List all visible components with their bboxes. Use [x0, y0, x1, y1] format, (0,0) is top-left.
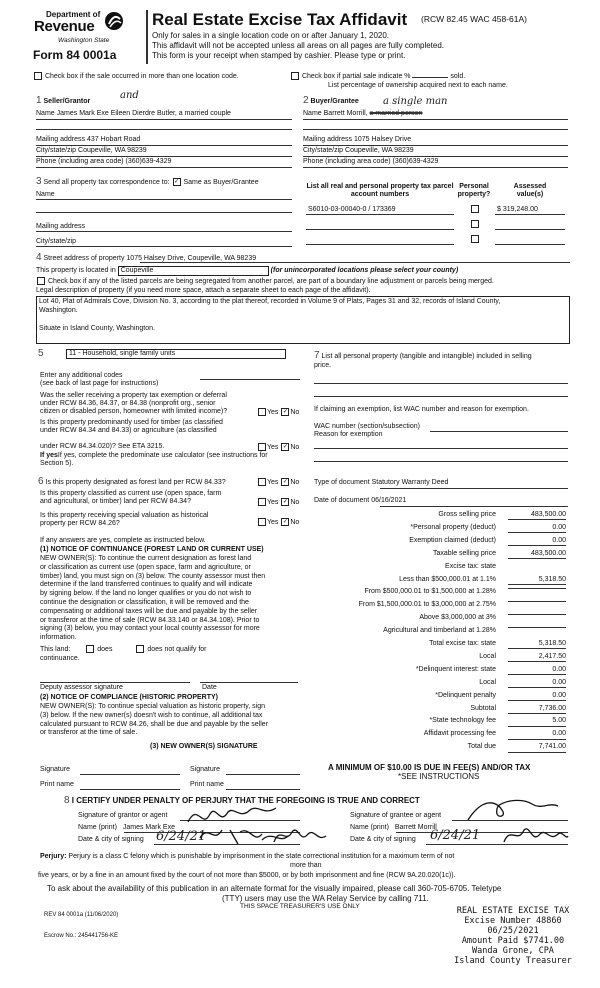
addl-codes-input[interactable]: [200, 379, 300, 380]
tax-row-value[interactable]: [508, 627, 566, 628]
q-historic-yes-checkbox[interactable]: [258, 518, 266, 526]
yes-label: Yes: [267, 498, 279, 506]
personal-property-checkbox-2[interactable]: [471, 220, 479, 228]
assessed-line-3: [495, 244, 565, 245]
partial-sale-label: Check box if partial sale indicate %: [301, 72, 411, 80]
list-pct-note: List percentage of ownership acquired next to each name.: [328, 82, 508, 89]
seller-label: Seller/Grantor: [43, 98, 91, 105]
seller-handwritten-and: and: [120, 90, 139, 101]
section-2-number: 2: [303, 95, 309, 106]
tax-row-label: Above $3,000,000 at 3%: [419, 614, 496, 622]
tax-row-label: Total due: [467, 743, 496, 751]
buyer-mailing-line: [303, 145, 568, 146]
parcel-line-1: [306, 214, 454, 215]
q-current-use-no-checkbox[interactable]: ✓: [282, 499, 288, 505]
buyer-city-row: [303, 147, 414, 155]
header-note-3: This form is your receipt when stamped by cashier. Please type or print.: [152, 51, 406, 60]
section-1-number: 1: [36, 95, 42, 106]
doc-type-label: Type of document: [314, 479, 370, 486]
located-row: [36, 266, 458, 276]
tax-mailing-line: [36, 231, 292, 232]
sold-label: sold.: [450, 72, 466, 80]
buyer-name-line: [303, 119, 568, 120]
notice2-body: [40, 703, 268, 738]
q-timber-yes-checkbox[interactable]: [258, 443, 266, 451]
tax-row-label: Affidavit processing fee: [423, 730, 496, 738]
does-not-label: does not qualify for: [147, 645, 207, 653]
doc-type-value[interactable]: Statutory Warranty Deed: [371, 479, 449, 486]
grantee-date-value[interactable]: 6/24/21: [430, 828, 481, 843]
form-title: Real Estate Excise Tax Affidavit: [152, 10, 408, 29]
tax-row-value[interactable]: 0.00: [508, 666, 566, 675]
parcel-line-3: [306, 244, 454, 245]
buyer-heading: [303, 95, 359, 107]
no-label: No: [290, 518, 300, 526]
notice2-line: (3) below. If the new owner(s) doesn't wish to continue, all additional tax: [40, 711, 263, 719]
tax-row-label: Gross selling price: [438, 511, 496, 518]
q-forest-no-checkbox[interactable]: ✓: [282, 479, 288, 485]
notice1-line: or classification as current use (open space, farm and agriculture, or: [40, 563, 251, 571]
tax-row-value[interactable]: 0.00: [508, 692, 566, 701]
legal-line-2: Washington.: [39, 307, 78, 314]
personal-property-checkbox-3[interactable]: [471, 235, 479, 243]
q-exemption-2: under RCW 84.36, 84.37, or 84.38 (nonprofit org., senior: [40, 400, 216, 407]
seller-mailing-value[interactable]: 437 Hobart Road: [86, 136, 141, 143]
grantor-date-label: Date & city of signing: [78, 836, 144, 843]
perjury-line-2: more than: [290, 862, 322, 869]
tax-row-value[interactable]: 483,500.00: [508, 550, 566, 559]
stamp-line-6: Island County Treasurer: [454, 956, 572, 966]
located-label: This property is located in: [36, 267, 116, 274]
personal-property-label-2: price.: [314, 362, 332, 369]
notice2-line: calculated pursuant to RCW 84.26, shall be due and payable by the seller: [40, 720, 269, 728]
personal-col-header: Personal property?: [457, 183, 491, 199]
land-use-select[interactable]: 11 - Household, single family units: [66, 349, 286, 359]
q-exemption-1: Was the seller receiving a property tax exemption or deferral: [40, 392, 227, 399]
q-timber-1: Is this property predominantly used for timber (as classified: [40, 419, 223, 426]
notice1-line: compensating or additional taxes will be due and payable by the seller: [40, 607, 258, 615]
tax-row-value[interactable]: 0.00: [508, 537, 566, 546]
q-exemption-yes-checkbox[interactable]: [258, 408, 266, 416]
escrow-number: Escrow No.: 245441756-KE: [44, 933, 119, 939]
treasurer-stamp: [448, 906, 578, 966]
buyer-phone-label: Phone (including area code): [303, 158, 391, 165]
yes-label: Yes: [267, 443, 279, 451]
owner-signature-line-1[interactable]: [80, 774, 180, 775]
tax-row-value[interactable]: 5,318.50: [508, 640, 566, 649]
dept-line2: Revenue: [34, 18, 95, 35]
q-current-use-2: and agricultural, or timber) land per RCW 84.34?: [40, 498, 191, 505]
buyer-name-label: Name: [303, 110, 322, 117]
assessed-line-1: [495, 214, 565, 215]
buyer-mailing-value[interactable]: 1075 Halsey Drive: [353, 136, 412, 143]
deputy-date-line[interactable]: [200, 682, 298, 683]
notice1-line: signing (3) below, you may contact your local county assessor for more: [40, 625, 260, 633]
addl-codes-label-2: (see back of last page for instructions): [40, 380, 159, 387]
seller-phone-line: [36, 167, 292, 168]
buyer-phone-value[interactable]: (360)639-4329: [392, 158, 439, 165]
seller-city-line: [36, 156, 292, 157]
tax-row-value[interactable]: [508, 601, 566, 602]
q-timber-no-checkbox[interactable]: ✓: [282, 444, 288, 450]
partial-sale-checkbox[interactable]: [291, 72, 299, 80]
tax-row-label: Agricultural and timberland at 1.28%: [383, 627, 496, 635]
doc-type-row: [314, 479, 448, 487]
seller-heading: [36, 95, 90, 107]
assessed-col-header: Assessed value(s): [513, 183, 547, 199]
tax-row-label: Subtotal: [470, 704, 496, 712]
seller-phone-label: Phone (including area code): [36, 158, 124, 165]
tax-row-value[interactable]: 7,741.00: [508, 743, 566, 752]
no-label: No: [290, 443, 300, 451]
yes-label: Yes: [267, 518, 279, 526]
notice2-title: (2) NOTICE OF COMPLIANCE (HISTORIC PROPERTY): [40, 694, 218, 701]
q-forest-answer: [257, 478, 299, 487]
seller-city-row: [36, 147, 147, 155]
notice2-line: NEW OWNER(S): To continue special valuation as historic property, sign: [40, 703, 265, 710]
personal-property-line-1[interactable]: [314, 383, 568, 384]
tax-row-value[interactable]: [508, 588, 566, 589]
perjury-line-1: Perjury is a class C felony which is punishable by imprisonment in the state correctional institution for a maximum term of not: [68, 853, 455, 860]
section-5-number: 5: [38, 348, 44, 359]
same-as-buyer-checkbox[interactable]: ✓: [174, 179, 180, 186]
see-instructions: *SEE INSTRUCTIONS: [398, 772, 480, 781]
section-4-number: 4: [36, 252, 42, 263]
street-label: Street address of property: [43, 255, 125, 262]
perjury-line-3: five years, or by a fine in an amount fixed by the court of not more than $5000, or by both imprisonment and fine (RCW 9A.20.020(1c)).: [38, 872, 456, 879]
multi-location-check-row[interactable]: [33, 72, 239, 81]
section-8-number: 8: [64, 795, 70, 806]
owner-print-label-1: Print name: [40, 781, 74, 788]
segregated-row[interactable]: [36, 277, 494, 286]
notice3-title: (3) NEW OWNER(S) SIGNATURE: [150, 743, 258, 750]
segregated-checkbox[interactable]: [37, 277, 45, 285]
treasurer-use-label: THIS SPACE TREASURER'S USE ONLY: [240, 903, 360, 910]
this-land-label: This land:: [40, 645, 71, 653]
q-exemption-3: citizen or disabled person, homeowner with limited income)?: [40, 408, 228, 415]
notice1-body: [40, 555, 265, 643]
availability-line-1: To ask about the availability of this publication in an alternate format for the visually impaired, please call 360-705-6705. Teletype: [47, 884, 502, 893]
deputy-label: Deputy assessor signature: [40, 684, 123, 691]
seller-phone-row: [36, 158, 171, 166]
notice1-line: by signing below. If the land no longer qualifies or you do not wish to: [40, 590, 252, 598]
exemption-label: If claiming an exemption, list WAC number and reason for exemption.: [314, 406, 529, 413]
does-checkbox[interactable]: [86, 645, 94, 653]
location-select[interactable]: Coupeville: [118, 266, 269, 276]
q-current-use-yes-checkbox[interactable]: [258, 498, 266, 506]
grantor-date-value[interactable]: 6/24/21: [156, 829, 207, 844]
stamp-line-2: Excise Number 48860: [464, 916, 562, 926]
q-timber-4: If yesIf yes, complete the predominate use calculator (see instructions for: [40, 452, 268, 459]
yes-label: Yes: [267, 478, 279, 486]
tax-name-label: Name: [36, 191, 55, 198]
buyer-mailing-label: Mailing address: [303, 136, 353, 143]
parcel-col-header: List all real and personal property tax parcel account numbers: [306, 183, 454, 199]
stamp-line-5: Wanda Grone, CPA: [472, 946, 554, 956]
owner-print-line-2[interactable]: [226, 789, 300, 790]
legal-line-1: Lot 40, Plat of Admirals Cove, Division No. 3, according to the plat thereof, recorded in Volume 9 of Plats, Pages 31 and 32, records of Island County,: [39, 298, 501, 305]
doc-date-row: [314, 497, 406, 505]
does-not-checkbox[interactable]: [136, 645, 144, 653]
tax-row-label: From $1,500,000.01 to $3,000,000 at 2.75%: [358, 601, 496, 609]
tax-mailing-label: Mailing address: [36, 223, 86, 230]
q-timber-3: under RCW 84.34.020)? See ETA 3215.: [40, 443, 165, 450]
section-3-row: [36, 176, 259, 188]
wac-input[interactable]: [430, 431, 568, 432]
swirl-logo-icon: [104, 10, 124, 32]
tax-city-label: City/state/zip: [36, 238, 77, 245]
deputy-date-label: Date: [202, 684, 217, 691]
availability-line-2: (TTY) users may use the WA Relay Service by calling 711.: [222, 894, 429, 903]
buyer-phone-line: [303, 167, 568, 168]
stamp-line-1: REAL ESTATE EXCISE TAX: [456, 906, 570, 916]
tax-name-line-2: [36, 212, 292, 213]
section-3-text: Send all property tax correspondence to:: [43, 179, 170, 186]
seller-extra-line: [36, 129, 292, 130]
perjury-row: [40, 853, 454, 861]
section-3-number: 3: [36, 176, 42, 187]
tax-row-label: Exemption claimed (deduct): [409, 536, 496, 544]
buyer-name-row: [303, 110, 422, 118]
notice1-line: NEW OWNER(S): To continue the current designation as forest land: [40, 555, 252, 562]
partial-sale-pct-input[interactable]: [412, 77, 448, 78]
q-exemption-no-checkbox[interactable]: ✓: [282, 409, 288, 415]
does-label: does: [97, 645, 113, 653]
segregated-label: Check box if any of the listed parcels are being segregated from another parcel, are part of a boundary line adjustment or parcels being merged.: [47, 277, 494, 285]
notice1-line: information.: [40, 634, 77, 642]
assessed-line-2: [495, 229, 565, 230]
form-statute: (RCW 82.45 WAC 458-61A): [421, 14, 527, 24]
personal-property-checkbox-1[interactable]: [471, 205, 479, 213]
owner-print-line-1[interactable]: [80, 789, 180, 790]
personal-property-label: List all personal property (tangible and intangible) included in selling: [321, 353, 532, 360]
q-forest-row: [38, 476, 226, 488]
tax-row-value[interactable]: 0.00: [508, 730, 566, 739]
tax-row-label: From $500,000.01 to $1,500,000 at 1.28%: [364, 588, 496, 596]
tax-name-line: [36, 199, 292, 200]
seller-mailing-line: [36, 145, 292, 146]
buyer-city-label: City/state/zip: [303, 147, 344, 154]
grantee-sig-label: Signature of grantee or agent: [350, 812, 442, 819]
notice2-line: or transferor at the time of sale.: [40, 729, 138, 737]
notice1-line: determine if the land transferred continues to qualify and will indicate: [40, 581, 253, 589]
deputy-signature-line[interactable]: [40, 682, 190, 683]
seller-phone-value[interactable]: (360)639-4329: [125, 158, 172, 165]
same-as-buyer-label: Same as Buyer/Grantee: [183, 179, 259, 186]
grantee-city-handwriting: [500, 822, 570, 848]
tax-row-value[interactable]: 0.00: [508, 679, 566, 688]
continuance-label: continuance.: [40, 655, 80, 662]
tax-row-label: *Delinquent penalty: [435, 691, 496, 699]
partial-sale-check-row[interactable]: [290, 72, 465, 81]
grantor-sig-label: Signature of grantor or agent: [78, 812, 168, 819]
seller-city-label: City/state/zip: [36, 147, 77, 154]
tax-row-label: Local: [479, 652, 496, 660]
grantee-name-label: Name (print): [350, 824, 389, 831]
tax-row-label: *State technology fee: [429, 717, 496, 725]
reason-label: Reason for exemption: [314, 431, 383, 438]
notice1-line: or transferor at the time of sale (RCW 84.33.140 or 84.34.108). Prior to: [40, 616, 260, 624]
grantor-city-handwriting: [270, 822, 330, 848]
perjury-label: Perjury:: [40, 853, 67, 860]
tax-row-label: *Delinquent interest: state: [415, 665, 496, 673]
no-label: No: [290, 478, 300, 486]
no-label: No: [290, 498, 300, 506]
buyer-name-struck: a married person: [369, 110, 423, 117]
seller-mailing-label: Mailing address: [36, 136, 86, 143]
q-forest-yes-checkbox[interactable]: [258, 478, 266, 486]
notice1-line: timber) land, you must sign on (3) below. The county assessor must then: [40, 572, 266, 580]
owner-signature-label-2: Signature: [190, 766, 220, 773]
q-timber-5: Section 5).: [40, 460, 74, 467]
tax-row-value[interactable]: 2,417.50: [508, 653, 566, 662]
tax-row-label: *Personal property (deduct): [410, 523, 496, 531]
yes-label: Yes: [267, 408, 279, 416]
doc-date-line: [380, 506, 568, 507]
dept-line1: Department of: [46, 10, 101, 19]
header-divider: [146, 10, 148, 64]
q-historic-answer: [257, 518, 299, 527]
multi-location-label: Check box if the sale occurred in more than one location code.: [44, 72, 239, 80]
q-historic-2: property per RCW 84.26?: [40, 520, 120, 527]
q-current-use-1: Is this property classified as current use (open space, farm: [40, 490, 222, 497]
section-7-number: 7: [314, 350, 320, 361]
seller-name-label: Name: [36, 110, 55, 117]
section-6-number: 6: [38, 476, 44, 487]
notice1-line: continue the designation or classification, it will be removed and the: [40, 598, 249, 606]
stamp-line-3: 06/25/2021: [487, 926, 539, 936]
tax-row-label: Local: [479, 678, 496, 686]
no-label: No: [290, 408, 300, 416]
header-note-2: This affidavit will not be accepted unless all areas on all pages are fully completed.: [152, 41, 445, 50]
tax-row-value[interactable]: 483,500.00: [508, 511, 566, 520]
parcel-number[interactable]: S6010-03-00040-0 / 173369: [308, 206, 396, 213]
grantor-name-label: Name (print): [78, 824, 117, 831]
buyer-handwritten: a single man: [383, 96, 448, 107]
tax-row-value[interactable]: 5,318.50: [508, 576, 566, 585]
form-number: Form 84 0001a: [33, 48, 117, 62]
tax-city-line: [36, 246, 292, 247]
buyer-city-value[interactable]: Coupeville, WA 98239: [345, 147, 414, 154]
tax-row-value[interactable]: 5.00: [508, 717, 566, 726]
owner-signature-label-1: Signature: [40, 766, 70, 773]
if-yes-note: If any answers are yes, complete as instructed below.: [40, 537, 206, 544]
tax-row-label: Excise tax: state: [445, 562, 496, 570]
tax-row-label: Less than $500,000.01 at 1.1%: [399, 575, 496, 583]
personal-property-row: [314, 350, 532, 362]
assessed-value[interactable]: $ 319,248.00: [497, 206, 538, 213]
q-historic-1: Is this property receiving special valuation as historical: [40, 512, 209, 519]
doc-type-line: [380, 488, 568, 489]
personal-property-line-2[interactable]: [314, 396, 568, 397]
q-timber-2: under RCW 84.34 and 84.33) or agriculture (as classified: [40, 427, 217, 434]
seller-name-value[interactable]: James Mark Exe Eileen Dierdre Butler, a married couple: [56, 110, 231, 117]
minimum-notice: A MINIMUM OF $10.00 IS DUE IN FEE(S) AND/OR TAX: [328, 763, 531, 772]
tax-row-value[interactable]: 7,736.00: [508, 705, 566, 714]
buyer-city-line: [303, 156, 568, 157]
grantee-name-value[interactable]: Barrett Morrill: [394, 824, 437, 831]
legal-line-3: Situate in Island County, Washington.: [39, 325, 155, 332]
legal-description-box[interactable]: [36, 296, 570, 344]
q-current-use-answer: [257, 498, 299, 507]
notice1-title: (1) NOTICE OF CONTINUANCE (FOREST LAND OR CURRENT USE): [40, 546, 264, 553]
owner-signature-line-2[interactable]: [226, 774, 300, 775]
reason-line-1[interactable]: [314, 448, 568, 449]
seller-mailing-row: [36, 136, 140, 144]
buyer-label: Buyer/Grantee: [310, 98, 359, 105]
doc-date-label: Date of document: [314, 497, 370, 504]
seller-city-value[interactable]: Coupeville, WA 98239: [78, 147, 147, 154]
tax-row-label: Taxable selling price: [432, 549, 496, 557]
buyer-name-value[interactable]: Barrett Morrill,: [323, 110, 368, 117]
grantee-date-label: Date & city of signing: [350, 836, 416, 843]
tax-row-label: Total excise tax: state: [429, 640, 496, 647]
q-forest: Is this property designated as forest land per RCW 84.33?: [45, 479, 226, 486]
buyer-phone-row: [303, 158, 438, 166]
street-line: [140, 262, 570, 263]
tax-row-value[interactable]: [508, 614, 566, 615]
q-exemption-answer: [257, 408, 299, 417]
tax-row-value[interactable]: 0.00: [508, 524, 566, 533]
rev-number: REV 84 0001a (11/06/2020): [44, 912, 119, 918]
buyer-extra-line: [303, 129, 568, 130]
multi-location-checkbox[interactable]: [34, 72, 42, 80]
reason-line-2[interactable]: [314, 461, 568, 462]
this-land-row: [40, 645, 207, 654]
grantor-name-value[interactable]: James Mark Exe: [122, 824, 175, 831]
legal-label: Legal description of property (if you need more space, attach a separate sheet to each page of the affidavit).: [36, 287, 371, 294]
buyer-mailing-row: [303, 136, 411, 144]
q-timber-answer: [257, 443, 299, 452]
uninc-note: (for unincorporated locations please select your county): [270, 267, 459, 274]
owner-print-label-2: Print name: [190, 781, 224, 788]
street-value[interactable]: 1075 Halsey Drive, Coupeville, WA 98239: [126, 255, 257, 262]
certify-statement: I CERTIFY UNDER PENALTY OF PERJURY THAT THE FOREGOING IS TRUE AND CORRECT: [71, 796, 420, 805]
seller-name-line: [36, 119, 292, 120]
wac-label: WAC number (section/subsection): [314, 423, 420, 430]
addl-codes-label-1: Enter any additional codes: [40, 372, 123, 379]
seller-name-row: [36, 110, 231, 118]
parcel-line-2: [306, 229, 454, 230]
doc-date-value[interactable]: 06/16/2021: [371, 497, 407, 504]
q-historic-no-checkbox[interactable]: ✓: [282, 519, 288, 525]
stamp-line-4: Amount Paid $7741.00: [461, 936, 565, 946]
header-note-1: Only for sales in a single location code on or after January 1, 2020.: [152, 31, 390, 40]
dept-line3: Washington State: [58, 37, 110, 44]
